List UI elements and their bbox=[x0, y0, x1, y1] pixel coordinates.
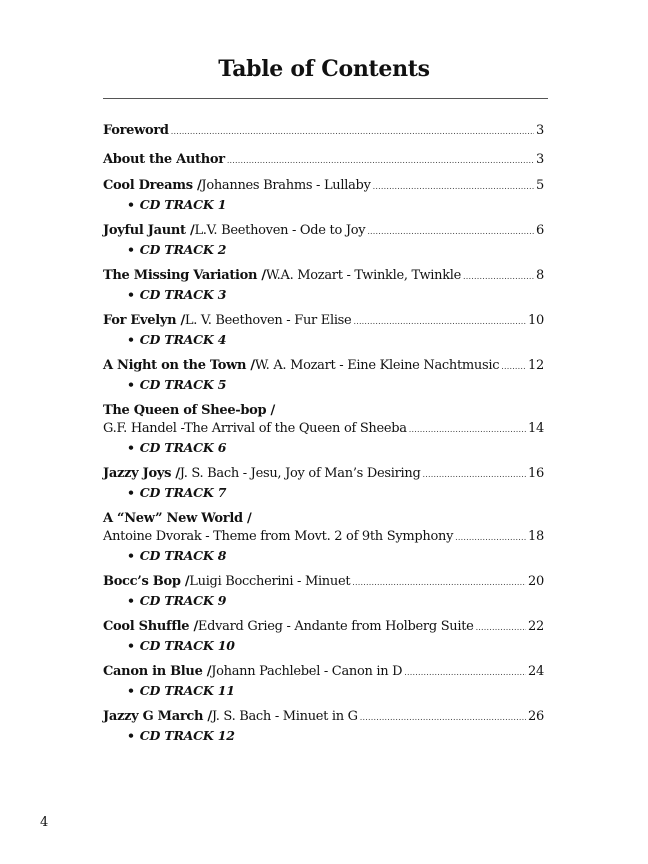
cd-track-line bbox=[103, 591, 544, 610]
entry-composer-piece: Antoine Dvorak - Theme from Movt. 2 of 9th Symphony bbox=[103, 529, 454, 544]
dot-leader bbox=[353, 313, 526, 331]
cd-track-line bbox=[103, 195, 544, 214]
entry-title: A “New” New World / bbox=[103, 511, 252, 526]
entry-title: The Queen of Shee-bop / bbox=[103, 403, 276, 418]
cd-track-label: CD TRACK 1 bbox=[139, 197, 227, 212]
cd-track-line bbox=[103, 330, 544, 349]
entry-composer-piece: Johannes Brahms - Lullaby bbox=[201, 178, 371, 193]
bullet-icon: • bbox=[127, 242, 135, 257]
bullet-icon: • bbox=[127, 548, 135, 563]
toc-entry bbox=[103, 267, 544, 304]
cd-track-label: CD TRACK 7 bbox=[139, 485, 227, 500]
entry-page-number: 8 bbox=[536, 268, 544, 283]
dot-leader bbox=[352, 574, 526, 592]
bullet-icon: • bbox=[127, 440, 135, 455]
entry-page-number: 6 bbox=[536, 223, 544, 238]
dot-leader bbox=[404, 664, 526, 682]
toc-entry bbox=[103, 510, 544, 565]
entry-page-number: 3 bbox=[536, 152, 544, 167]
entry-title: Canon in Blue / bbox=[103, 664, 212, 679]
dot-leader bbox=[360, 709, 526, 727]
entry-composer-piece: G.F. Handel -The Arrival of the Queen of Sheeba bbox=[103, 421, 407, 436]
entry-page-number: 5 bbox=[536, 178, 544, 193]
cd-track-label: CD TRACK 4 bbox=[139, 332, 227, 347]
entry-composer-piece: Luigi Boccherini - Minuet bbox=[189, 574, 351, 589]
entry-title: Jazzy G March / bbox=[103, 709, 212, 724]
cd-track-label: CD TRACK 5 bbox=[139, 377, 227, 392]
cd-track-line bbox=[103, 483, 544, 502]
entry-composer-piece: J. S. Bach - Minuet in G bbox=[211, 709, 358, 724]
dot-leader bbox=[422, 466, 526, 484]
dot-leader bbox=[227, 152, 534, 170]
cd-track-line bbox=[103, 636, 544, 655]
entry-composer-piece: L.V. Beethoven - Ode to Joy bbox=[194, 223, 366, 238]
entry-title: For Evelyn / bbox=[103, 313, 185, 328]
entry-title: Jazzy Joys / bbox=[103, 466, 180, 481]
bullet-icon: • bbox=[127, 485, 135, 500]
cd-track-label: CD TRACK 12 bbox=[139, 728, 235, 743]
entry-page-number: 16 bbox=[528, 466, 544, 481]
entry-page-number: 12 bbox=[528, 358, 544, 373]
toc-entry bbox=[103, 618, 544, 655]
entry-title: Cool Shuffle / bbox=[103, 619, 198, 634]
title-divider bbox=[103, 98, 548, 99]
dot-leader bbox=[501, 358, 526, 376]
cd-track-label: CD TRACK 3 bbox=[139, 287, 227, 302]
bullet-icon: • bbox=[127, 287, 135, 302]
cd-track-line bbox=[103, 438, 544, 457]
toc-entry bbox=[103, 465, 544, 502]
entry-page-number: 22 bbox=[528, 619, 544, 634]
toc-entry bbox=[103, 573, 544, 610]
page-title: Table of Contents bbox=[218, 56, 430, 82]
entry-composer-piece: W. A. Mozart - Eine Kleine Nachtmusic bbox=[254, 358, 500, 373]
entry-title: Cool Dreams / bbox=[103, 178, 202, 193]
entry-title: The Missing Variation / bbox=[103, 268, 266, 283]
cd-track-line bbox=[103, 546, 544, 565]
toc-entry bbox=[103, 312, 544, 349]
bullet-icon: • bbox=[127, 332, 135, 347]
toc-entry bbox=[103, 357, 544, 394]
entry-page-number: 24 bbox=[528, 664, 544, 679]
page-number: 4 bbox=[40, 815, 49, 830]
toc-entry bbox=[103, 151, 544, 169]
bullet-icon: • bbox=[127, 638, 135, 653]
entry-composer-piece: W.A. Mozart - Twinkle, Twinkle bbox=[265, 268, 462, 283]
cd-track-line bbox=[103, 240, 544, 259]
dot-leader bbox=[171, 123, 534, 141]
toc-entry bbox=[103, 663, 544, 700]
toc-entry bbox=[103, 122, 544, 140]
cd-track-line bbox=[103, 375, 544, 394]
toc-entry bbox=[103, 708, 544, 745]
entry-composer-piece: Edvard Grieg - Andante from Holberg Suite bbox=[197, 619, 474, 634]
dot-leader bbox=[463, 268, 534, 286]
entry-title: Bocc’s Bop / bbox=[103, 574, 190, 589]
toc-entry bbox=[103, 222, 544, 259]
entry-page-number: 10 bbox=[528, 313, 544, 328]
cd-track-label: CD TRACK 9 bbox=[139, 593, 227, 608]
dot-leader bbox=[455, 529, 526, 547]
dot-leader bbox=[373, 178, 534, 196]
bullet-icon: • bbox=[127, 377, 135, 392]
bullet-icon: • bbox=[127, 197, 135, 212]
dot-leader bbox=[409, 421, 526, 439]
cd-track-label: CD TRACK 8 bbox=[139, 548, 227, 563]
entry-page-number: 3 bbox=[536, 123, 544, 138]
entry-title: Joyful Jaunt / bbox=[103, 223, 195, 238]
cd-track-label: CD TRACK 10 bbox=[139, 638, 235, 653]
entry-page-number: 18 bbox=[528, 529, 544, 544]
dot-leader bbox=[476, 619, 526, 637]
cd-track-line bbox=[103, 726, 544, 745]
cd-track-label: CD TRACK 2 bbox=[139, 242, 227, 257]
entry-page-number: 14 bbox=[528, 421, 544, 436]
bullet-icon: • bbox=[127, 593, 135, 608]
entry-composer-piece: L. V. Beethoven - Fur Elise bbox=[184, 313, 352, 328]
entry-page-number: 20 bbox=[528, 574, 544, 589]
entry-title: Foreword bbox=[103, 123, 169, 138]
entry-composer-piece: Johann Pachlebel - Canon in D bbox=[211, 664, 403, 679]
cd-track-line bbox=[103, 681, 544, 700]
bullet-icon: • bbox=[127, 728, 135, 743]
entry-composer-piece: J. S. Bach - Jesu, Joy of Man’s Desiring bbox=[179, 466, 421, 481]
table-of-contents bbox=[103, 122, 544, 745]
entry-title: A Night on the Town / bbox=[103, 358, 255, 373]
cd-track-line bbox=[103, 285, 544, 304]
entry-page-number: 26 bbox=[528, 709, 544, 724]
bullet-icon: • bbox=[127, 683, 135, 698]
entry-title: About the Author bbox=[103, 152, 225, 167]
toc-entry bbox=[103, 177, 544, 214]
cd-track-label: CD TRACK 6 bbox=[139, 440, 227, 455]
cd-track-label: CD TRACK 11 bbox=[139, 683, 235, 698]
toc-entry bbox=[103, 402, 544, 457]
dot-leader bbox=[367, 223, 534, 241]
